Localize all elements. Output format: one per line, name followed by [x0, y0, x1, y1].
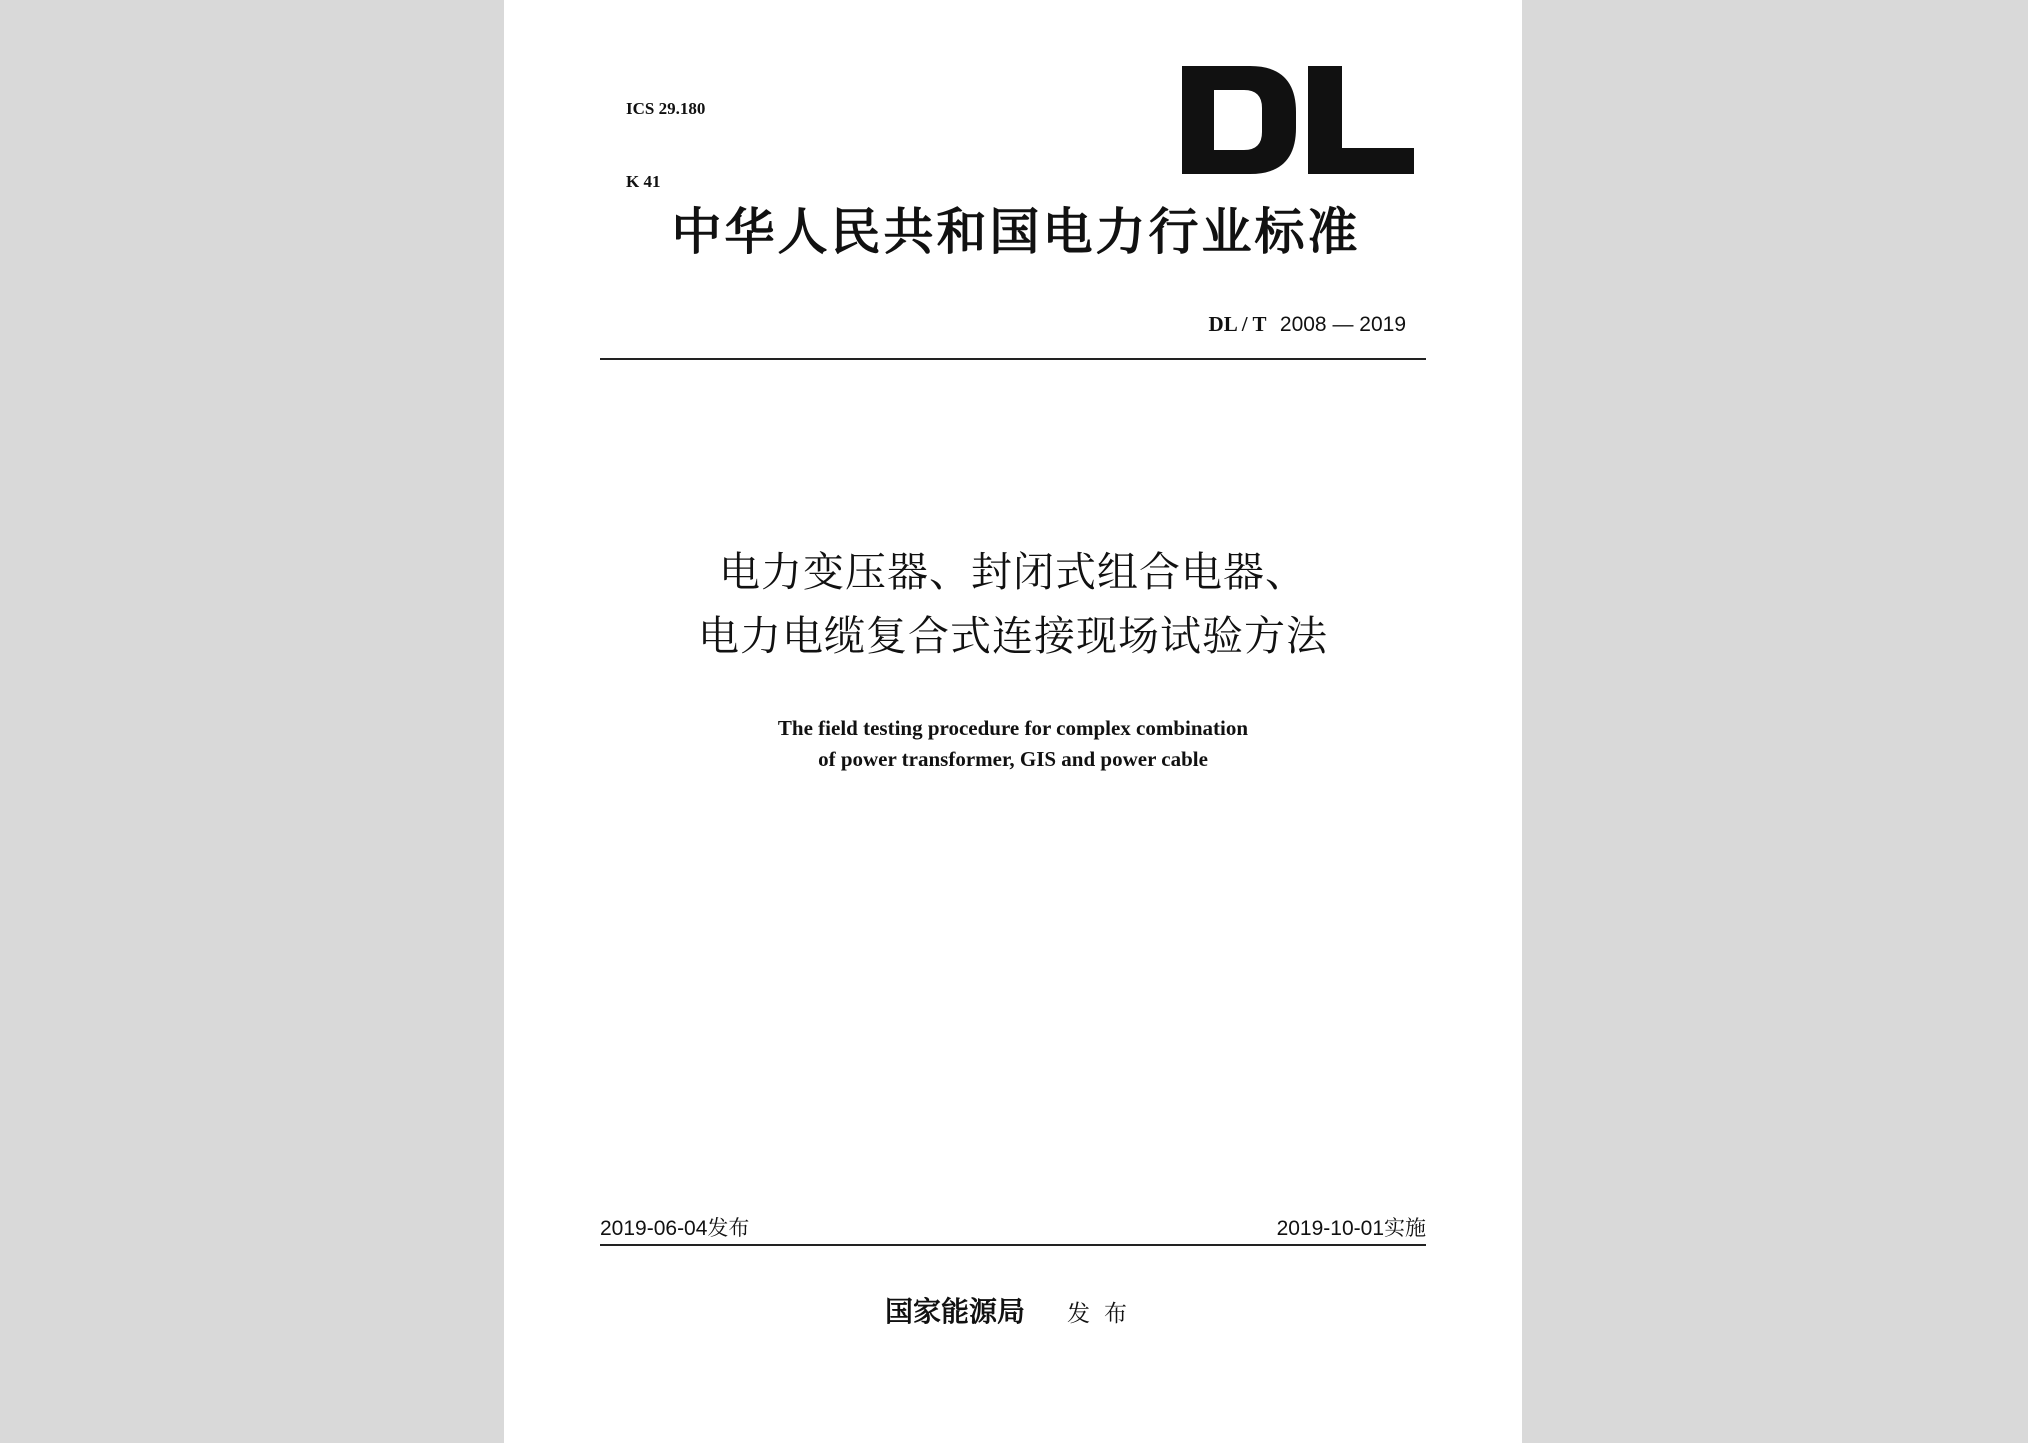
- standard-number-value: 2008 — 2019: [1279, 313, 1406, 336]
- publisher-organization: 国家能源局: [884, 1295, 1025, 1328]
- document-page: [504, 0, 1522, 1443]
- title-english-line-1: The field testing procedure for complex combination: [777, 716, 1249, 740]
- publisher: [600, 1292, 1426, 1334]
- title-english-line-2: of power transformer, GIS and power cable: [818, 747, 1208, 771]
- ics-code: ICS 29.180: [626, 99, 706, 118]
- title-chinese-line-1: 电力变压器、封闭式组合电器、: [719, 548, 1307, 596]
- title-english: [600, 713, 1426, 775]
- implementation-date: 2019-10-01实施: [1276, 1217, 1426, 1240]
- title-chinese-line-2: 电力电缆复合式连接现场试验方法: [698, 612, 1328, 660]
- publisher-action: 发布: [1067, 1301, 1141, 1327]
- header-divider: [600, 358, 1426, 360]
- title-chinese: [600, 540, 1426, 668]
- standard-number-prefix: DL / T: [1208, 312, 1267, 336]
- ccs-code: K 41: [626, 172, 661, 191]
- issue-date: 2019-06-04发布: [600, 1217, 750, 1240]
- footer-divider: [600, 1244, 1426, 1246]
- logo-letter-l: [1308, 66, 1414, 174]
- dl-logo: [1174, 52, 1419, 182]
- standard-organization: 中华人民共和国电力行业标准: [671, 202, 1361, 261]
- logo-letter-d: [1182, 66, 1296, 174]
- standard-number: [1104, 310, 1406, 339]
